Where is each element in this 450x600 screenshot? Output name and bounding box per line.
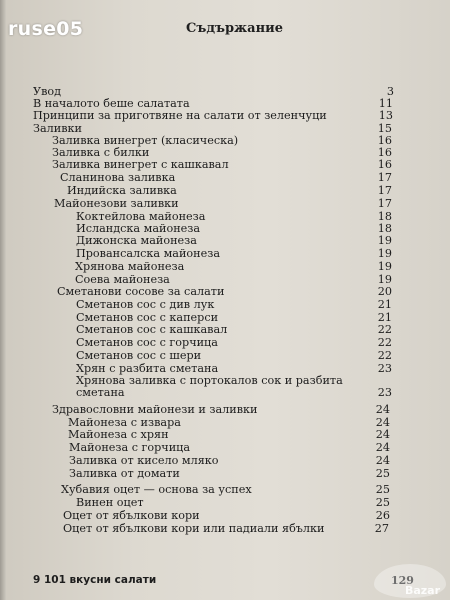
toc-entry-text: Здравословни майонези и заливки <box>52 403 258 416</box>
toc-entry-page: 20 <box>377 285 392 298</box>
page-number: 129 <box>391 574 414 587</box>
toc-entry-page: 16 <box>377 158 392 171</box>
toc-entry-text: Сланинова заливка <box>60 171 176 184</box>
toc-entry-page: 19 <box>377 247 392 260</box>
toc-entry-page: 24 <box>375 403 390 416</box>
toc-entry-text: Винен оцет <box>76 496 144 509</box>
toc-entry-page: 22 <box>377 323 392 336</box>
toc-entry-page: 25 <box>375 483 390 496</box>
toc-entry-page: 13 <box>378 109 393 122</box>
toc-entry-text: Соева майонеза <box>75 273 170 286</box>
toc-entry-text: Заливка винегрет (класическа) <box>52 134 239 147</box>
toc-entry-page: 11 <box>378 97 393 110</box>
toc-entry-page: 18 <box>377 222 392 235</box>
toc-entry-page: 19 <box>377 273 392 286</box>
page-title: Съдържание <box>186 21 284 36</box>
page-footer: 9 101 вкусни салати <box>33 574 157 586</box>
toc-entry-page: 16 <box>377 146 392 159</box>
toc-entry-text: Оцет от ябълкови кори или падиали ябълки <box>63 522 325 535</box>
toc-entry-page: 15 <box>377 122 392 135</box>
toc-entry-page: 3 <box>386 85 394 98</box>
toc-entry-text: Провансалска майонеза <box>76 247 221 260</box>
toc-entry-page: 17 <box>377 171 392 184</box>
toc-entry-page: 27 <box>374 522 389 535</box>
toc-entry-text: Хрянова заливка с портокалов сок и разбита <box>76 374 343 387</box>
toc-entry-text: Сметанови сосове за салати <box>57 285 225 298</box>
toc-entry-page: 24 <box>375 454 390 467</box>
corner-logo-text: Bazar <box>404 584 440 597</box>
toc-entry-page: 19 <box>377 260 392 273</box>
toc-entry-page: 18 <box>377 210 392 223</box>
toc-entry-page: 17 <box>377 197 392 210</box>
toc-entry-text: Сметанов сос с горчица <box>76 336 218 349</box>
toc-entry-page: 22 <box>377 336 392 349</box>
toc-entry-text: Заливки <box>33 122 82 135</box>
toc-entry-page: 21 <box>377 311 392 324</box>
toc-entry-text: Майонезови заливки <box>54 197 179 210</box>
toc-entry-page: 16 <box>377 134 392 147</box>
toc-entry-page: 23 <box>377 386 392 399</box>
toc-entry-text: Сметанов сос с див лук <box>76 298 215 311</box>
toc-entry-page: 26 <box>375 509 390 522</box>
toc-entry-text: Заливка винегрет с кашкавал <box>52 158 229 171</box>
toc-entry-text: Майонеза с извара <box>68 416 181 429</box>
toc-entry-text: Заливка с билки <box>52 146 150 159</box>
toc-entry-page: 24 <box>375 428 390 441</box>
toc-entry-text: Хубавия оцет — основа за успех <box>61 483 252 496</box>
toc-entry-text: Майонеза с горчица <box>69 441 191 454</box>
toc-entry-page: 24 <box>375 416 390 429</box>
toc-entry-text: сметана <box>76 386 125 399</box>
toc-entry-text: Оцет от ябълкови кори <box>63 509 200 522</box>
toc-entry-page: 19 <box>377 234 392 247</box>
toc-entry-text: Хрян с разбита сметана <box>76 362 219 375</box>
toc-entry-text: Заливка от кисело мляко <box>69 454 219 467</box>
toc-entry-text: Заливка от домати <box>69 467 180 480</box>
toc-entry-text: Сметанов сос с шери <box>76 349 202 362</box>
toc-entry-page: 24 <box>375 441 390 454</box>
toc-entry-page: 22 <box>377 349 392 362</box>
toc-entry-page: 25 <box>375 467 390 480</box>
toc-entry-text: Сметанов сос с каперси <box>76 311 219 324</box>
toc-entry-text: Увод <box>33 85 62 98</box>
toc-entry-text: В началото беше салатата <box>33 97 190 110</box>
toc-entry-page: 23 <box>377 362 392 375</box>
toc-entry-text: Майонеза с хрян <box>68 428 169 441</box>
toc-entry-text: Дижонска майонеза <box>76 234 197 247</box>
toc-entry-text: Хрянова майонеза <box>75 260 185 273</box>
toc-entry-page: 25 <box>375 496 390 509</box>
toc-entry-text: Принципи за приготвяне на салати от зеленчуци <box>33 109 327 122</box>
toc-entry-page: 21 <box>377 298 392 311</box>
watermark-text: ruse05 <box>8 18 84 40</box>
toc-entry-text: Сметанов сос с кашкавал <box>76 323 228 336</box>
toc-entry-page: 17 <box>377 184 392 197</box>
toc-entry-text: Индийска заливка <box>67 184 177 197</box>
toc-entry-text: Коктейлова майонеза <box>76 210 206 223</box>
toc-entry-text: Исландска майонеза <box>76 222 201 235</box>
